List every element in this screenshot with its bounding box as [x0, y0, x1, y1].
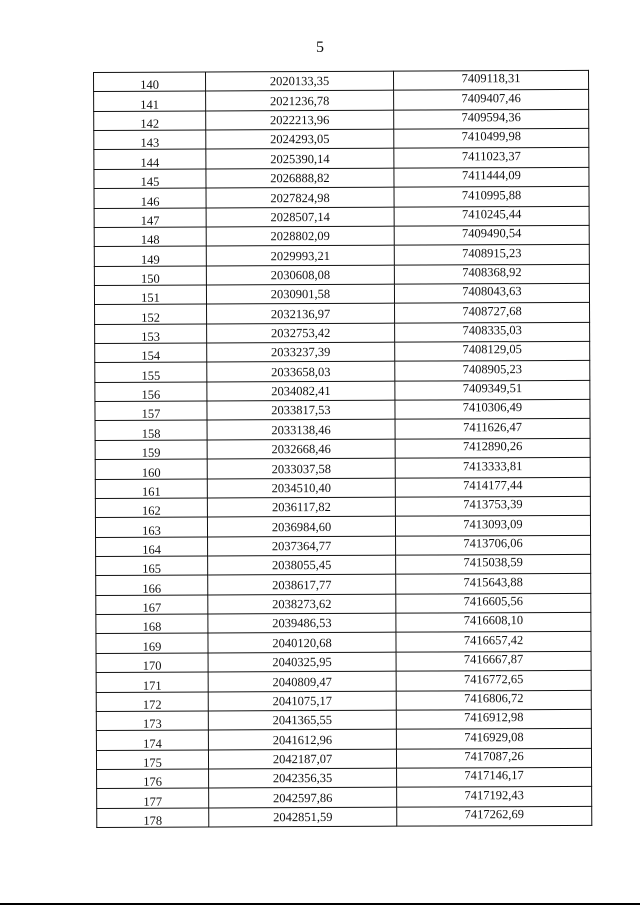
x-coordinate-cell: [207, 342, 395, 362]
x-coordinate-text: 2026888,82: [270, 171, 330, 186]
x-coordinate-cell: [208, 710, 396, 730]
point-number-text: 151: [141, 291, 160, 306]
x-coordinate-text: 2041075,17: [272, 693, 332, 709]
x-coordinate-text: 2041612,96: [272, 732, 333, 747]
point-number-text: 178: [143, 813, 163, 828]
y-coordinate-cell: [397, 767, 592, 787]
x-coordinate-text: 2033138,46: [271, 422, 331, 438]
table-row: [94, 70, 589, 92]
y-coordinate-text: 7416657,42: [463, 632, 524, 648]
x-coordinate-cell: [206, 110, 394, 130]
point-number-text: 168: [142, 620, 162, 635]
point-number-text: 141: [140, 97, 160, 112]
x-coordinate-cell: [208, 575, 396, 595]
y-coordinate-text: 7416605,56: [463, 594, 524, 609]
x-coordinate-text: 2033817,53: [271, 403, 331, 418]
x-coordinate-cell: [208, 691, 396, 711]
point-number-text: 169: [142, 639, 162, 654]
y-coordinate-text: 7413706,06: [463, 536, 523, 551]
x-coordinate-cell: [208, 555, 396, 575]
x-coordinate-cell: [207, 420, 395, 440]
x-coordinate-text: 2032668,46: [271, 442, 331, 457]
table-row: [95, 516, 590, 538]
point-number-text: 154: [141, 349, 161, 364]
point-number-cell: [96, 730, 208, 750]
y-coordinate-cell: [396, 690, 591, 710]
x-coordinate-text: 2028802,09: [270, 229, 330, 244]
y-coordinate-text: 7413753,39: [463, 497, 523, 512]
y-coordinate-text: 7408915,23: [462, 245, 522, 260]
point-number-cell: [94, 188, 206, 208]
x-coordinate-text: 2025390,14: [270, 151, 330, 167]
y-coordinate-cell: [394, 186, 589, 206]
y-coordinate-text: 7408905,23: [462, 361, 523, 377]
point-number-cell: [95, 382, 207, 402]
point-number-text: 145: [140, 174, 160, 189]
x-coordinate-text: 2038617,77: [272, 577, 332, 592]
point-number-text: 163: [142, 523, 161, 538]
point-number-text: 173: [142, 716, 162, 732]
x-coordinate-cell: [208, 652, 396, 672]
x-coordinate-text: 2033237,39: [271, 345, 331, 360]
x-coordinate-cell: [207, 458, 395, 478]
table-row: [95, 341, 590, 363]
y-coordinate-cell: [396, 535, 591, 555]
table-row: [94, 109, 589, 131]
point-number-cell: [95, 420, 207, 440]
y-coordinate-text: 7414177,44: [463, 478, 523, 493]
x-coordinate-cell: [207, 303, 395, 323]
table-row: [95, 303, 590, 325]
point-number-text: 161: [141, 484, 161, 499]
table-row: [95, 399, 590, 421]
y-coordinate-text: 7409407,46: [461, 90, 521, 106]
x-coordinate-cell: [208, 536, 396, 556]
y-coordinate-text: 7408129,05: [462, 342, 522, 357]
x-coordinate-cell: [206, 226, 394, 246]
coordinates-table-body: [94, 70, 592, 827]
point-number-cell: [94, 91, 206, 111]
x-coordinate-cell: [206, 265, 394, 285]
point-number-cell: [96, 653, 208, 673]
table-row: [97, 787, 592, 809]
y-coordinate-cell: [394, 245, 589, 265]
x-coordinate-text: 2033037,58: [271, 461, 331, 476]
point-number-cell: [97, 788, 209, 808]
table-row: [96, 748, 591, 770]
y-coordinate-text: 7409118,31: [461, 71, 521, 86]
y-coordinate-text: 7409594,36: [461, 110, 521, 125]
y-coordinate-cell: [396, 554, 591, 574]
table-row: [96, 554, 591, 576]
y-coordinate-cell: [395, 399, 590, 419]
y-coordinate-text: 7411626,47: [463, 419, 523, 435]
table-row: [95, 322, 590, 344]
x-coordinate-cell: [208, 749, 396, 769]
x-coordinate-text: 2030901,58: [270, 287, 331, 302]
x-coordinate-cell: [207, 362, 395, 382]
point-number-cell: [94, 208, 206, 228]
table-row: [96, 690, 591, 712]
point-number-cell: [95, 517, 207, 537]
y-coordinate-text: 7416608,10: [463, 613, 524, 628]
point-number-cell: [96, 556, 208, 576]
x-coordinate-text: 2030608,08: [270, 267, 331, 283]
y-coordinate-cell: [395, 380, 590, 400]
point-number-text: 149: [140, 252, 160, 267]
point-number-cell: [97, 769, 209, 789]
point-number-text: 158: [141, 426, 161, 441]
y-coordinate-cell: [396, 670, 591, 690]
point-number-cell: [96, 575, 208, 595]
x-coordinate-cell: [207, 497, 395, 517]
x-coordinate-cell: [206, 91, 394, 111]
point-number-text: 176: [143, 775, 163, 790]
point-number-cell: [95, 459, 207, 479]
y-coordinate-cell: [396, 632, 591, 652]
table-row: [95, 419, 590, 441]
x-coordinate-cell: [208, 633, 396, 653]
point-number-cell: [95, 498, 207, 518]
table-row: [96, 612, 591, 634]
table-row: [96, 709, 591, 731]
x-coordinate-text: 2024293,05: [270, 132, 330, 147]
y-coordinate-text: 7409349,51: [462, 381, 523, 396]
table-row: [95, 361, 590, 383]
table-row: [96, 632, 591, 654]
x-coordinate-text: 2038055,45: [271, 558, 332, 573]
point-number-cell: [94, 149, 206, 169]
table-row: [94, 264, 589, 286]
y-coordinate-text: 7410245,44: [461, 207, 522, 222]
point-number-cell: [96, 633, 208, 653]
point-number-text: 167: [142, 600, 162, 615]
table-row: [94, 206, 589, 228]
y-coordinate-text: 7415038,59: [463, 555, 523, 570]
y-coordinate-text: 7416929,08: [464, 729, 524, 744]
point-number-text: 165: [142, 562, 162, 577]
point-number-cell: [96, 692, 208, 712]
point-number-cell: [94, 111, 206, 131]
point-number-cell: [94, 266, 206, 286]
point-number-text: 142: [140, 116, 160, 131]
table-row: [94, 148, 589, 170]
point-number-text: 147: [140, 213, 160, 228]
y-coordinate-text: 7416667,87: [463, 652, 524, 667]
point-number-text: 162: [142, 503, 161, 519]
y-coordinate-cell: [393, 70, 588, 90]
x-coordinate-cell: [206, 207, 394, 227]
y-coordinate-text: 7411023,37: [461, 148, 521, 164]
x-coordinate-text: 2042597,86: [272, 790, 333, 805]
y-coordinate-cell: [394, 167, 589, 187]
point-number-cell: [96, 750, 208, 770]
y-coordinate-text: 7416912,98: [464, 710, 524, 725]
x-coordinate-text: 2037364,77: [271, 538, 332, 554]
point-number-text: 157: [141, 407, 161, 422]
table-row: [95, 380, 590, 402]
y-coordinate-cell: [395, 458, 590, 478]
y-coordinate-cell: [394, 148, 589, 168]
y-coordinate-text: 7417192,43: [464, 787, 524, 803]
x-coordinate-cell: [207, 323, 395, 343]
x-coordinate-cell: [206, 245, 394, 265]
y-coordinate-text: 7408043,63: [462, 284, 522, 299]
y-coordinate-cell: [395, 496, 590, 516]
table-row: [95, 496, 590, 518]
x-coordinate-cell: [207, 478, 395, 498]
point-number-text: 170: [142, 658, 162, 673]
x-coordinate-text: 2036117,82: [271, 500, 331, 515]
x-coordinate-cell: [206, 149, 394, 169]
point-number-cell: [94, 285, 206, 305]
point-number-cell: [95, 304, 207, 324]
x-coordinate-text: 2041365,55: [272, 713, 333, 728]
table-row: [94, 245, 589, 267]
x-coordinate-text: 2042356,35: [272, 771, 333, 786]
y-coordinate-cell: [396, 593, 591, 613]
x-coordinate-cell: [206, 187, 394, 207]
table-row: [97, 767, 592, 789]
point-number-cell: [95, 479, 207, 499]
point-number-text: 175: [143, 755, 162, 770]
point-number-text: 153: [141, 329, 161, 344]
y-coordinate-text: 7413093,09: [463, 516, 523, 532]
point-number-cell: [94, 169, 206, 189]
table-row: [96, 593, 591, 615]
x-coordinate-text: 2033658,03: [271, 364, 331, 379]
table-row: [95, 477, 590, 499]
x-coordinate-text: 2034510,40: [271, 480, 332, 496]
point-number-cell: [94, 72, 206, 92]
x-coordinate-cell: [207, 400, 395, 420]
point-number-cell: [96, 595, 208, 615]
y-coordinate-text: 7412890,26: [462, 439, 523, 454]
y-coordinate-text: 7417087,26: [464, 749, 524, 764]
x-coordinate-cell: [206, 71, 394, 91]
x-coordinate-cell: [207, 381, 395, 401]
y-coordinate-cell: [394, 128, 589, 148]
point-number-text: 177: [143, 794, 163, 809]
point-number-text: 160: [141, 465, 161, 480]
x-coordinate-text: 2038273,62: [272, 597, 332, 612]
x-coordinate-text: 2022213,96: [269, 113, 330, 128]
x-coordinate-text: 2039486,53: [272, 616, 332, 631]
y-coordinate-text: 7410499,98: [461, 129, 522, 144]
point-number-text: 164: [142, 542, 161, 557]
x-coordinate-cell: [206, 168, 394, 188]
table-row: [96, 535, 591, 557]
y-coordinate-text: 7416806,72: [464, 690, 524, 706]
x-coordinate-text: 2029993,21: [270, 248, 331, 263]
x-coordinate-cell: [206, 129, 394, 149]
table-row: [94, 186, 589, 208]
point-number-cell: [94, 227, 206, 247]
x-coordinate-text: 2020133,35: [269, 74, 330, 89]
table-row: [94, 283, 589, 305]
x-coordinate-cell: [207, 439, 395, 459]
table-row: [96, 670, 591, 692]
point-number-cell: [94, 246, 206, 266]
point-number-text: 148: [140, 232, 160, 248]
point-number-text: 172: [142, 697, 162, 712]
point-number-text: 159: [141, 445, 161, 460]
y-coordinate-cell: [394, 283, 589, 303]
y-coordinate-cell: [396, 612, 591, 632]
table-row: [94, 225, 589, 247]
table-row: [96, 729, 591, 751]
y-coordinate-cell: [395, 477, 590, 497]
x-coordinate-cell: [208, 594, 396, 614]
x-coordinate-text: 2040325,95: [272, 655, 332, 670]
y-coordinate-cell: [396, 709, 591, 729]
y-coordinate-cell: [394, 109, 589, 129]
point-number-cell: [96, 672, 208, 692]
y-coordinate-cell: [395, 322, 590, 342]
table-row: [95, 458, 590, 480]
table-row: [96, 651, 591, 673]
x-coordinate-text: 2040809,47: [272, 674, 332, 689]
point-number-text: 146: [140, 194, 160, 209]
y-coordinate-text: 7408335,03: [462, 323, 522, 338]
y-coordinate-cell: [396, 729, 591, 749]
x-coordinate-text: 2021236,78: [269, 93, 330, 108]
point-number-cell: [95, 362, 207, 382]
x-coordinate-text: 2042187,07: [272, 751, 333, 767]
x-coordinate-cell: [206, 284, 394, 304]
point-number-text: 152: [141, 310, 160, 325]
x-coordinate-cell: [208, 613, 396, 633]
x-coordinate-text: 2032753,42: [270, 325, 331, 341]
y-coordinate-text: 7417146,17: [464, 768, 524, 783]
point-number-text: 155: [141, 368, 161, 383]
x-coordinate-cell: [209, 807, 397, 827]
coordinates-table: [93, 70, 592, 828]
x-coordinate-text: 2036984,60: [271, 519, 332, 534]
x-coordinate-text: 2032136,97: [270, 306, 331, 321]
y-coordinate-cell: [397, 787, 592, 807]
x-coordinate-cell: [208, 729, 396, 749]
y-coordinate-text: 7409490,54: [461, 226, 522, 241]
x-coordinate-cell: [207, 516, 395, 536]
y-coordinate-text: 7411444,09: [461, 168, 521, 183]
y-coordinate-cell: [395, 419, 590, 439]
y-coordinate-text: 7415643,88: [463, 574, 523, 590]
x-coordinate-text: 2040120,68: [272, 635, 332, 651]
y-coordinate-cell: [394, 264, 589, 284]
x-coordinate-cell: [209, 768, 397, 788]
x-coordinate-text: 2028507,14: [270, 209, 330, 225]
y-coordinate-cell: [395, 438, 590, 458]
y-coordinate-text: 7410306,49: [462, 400, 523, 415]
y-coordinate-text: 7408727,68: [462, 303, 522, 319]
table-row: [97, 806, 592, 828]
point-number-cell: [96, 614, 208, 634]
page-number: 5: [316, 39, 324, 56]
y-coordinate-cell: [394, 206, 589, 226]
x-coordinate-cell: [208, 671, 396, 691]
y-coordinate-cell: [396, 574, 591, 594]
point-number-cell: [96, 711, 208, 731]
y-coordinate-text: 7413333,81: [463, 458, 523, 473]
point-number-text: 144: [140, 155, 160, 170]
point-number-cell: [95, 401, 207, 421]
point-number-cell: [94, 130, 206, 150]
y-coordinate-cell: [395, 341, 590, 361]
x-coordinate-text: 2034082,41: [271, 384, 331, 399]
x-coordinate-text: 2027824,98: [270, 190, 330, 205]
point-number-cell: [96, 537, 208, 557]
point-number-cell: [95, 440, 207, 460]
table-row: [94, 167, 589, 189]
y-coordinate-text: 7408368,92: [462, 265, 522, 280]
point-number-cell: [95, 324, 207, 344]
y-coordinate-text: 7417262,69: [464, 807, 524, 822]
y-coordinate-cell: [394, 90, 589, 110]
table-row: [96, 574, 591, 596]
point-number-text: 174: [143, 736, 162, 751]
table-row: [95, 438, 590, 460]
point-number-cell: [97, 808, 209, 828]
point-number-text: 171: [142, 678, 162, 693]
point-number-text: 166: [142, 581, 162, 596]
y-coordinate-cell: [394, 225, 589, 245]
point-number-text: 143: [140, 136, 160, 151]
y-coordinate-cell: [395, 303, 590, 323]
x-coordinate-text: 2042851,59: [273, 809, 333, 825]
y-coordinate-text: 7410995,88: [461, 187, 522, 202]
point-number-cell: [95, 343, 207, 363]
y-coordinate-cell: [397, 806, 592, 826]
y-coordinate-cell: [396, 651, 591, 671]
point-number-text: 156: [141, 387, 161, 402]
point-number-text: 150: [140, 271, 160, 286]
y-coordinate-text: 7416772,65: [463, 671, 524, 686]
table-row: [94, 90, 589, 112]
x-coordinate-cell: [209, 787, 397, 807]
y-coordinate-cell: [396, 748, 591, 768]
table-row: [94, 128, 589, 150]
y-coordinate-cell: [395, 361, 590, 381]
point-number-text: 140: [140, 78, 159, 93]
y-coordinate-cell: [395, 516, 590, 536]
